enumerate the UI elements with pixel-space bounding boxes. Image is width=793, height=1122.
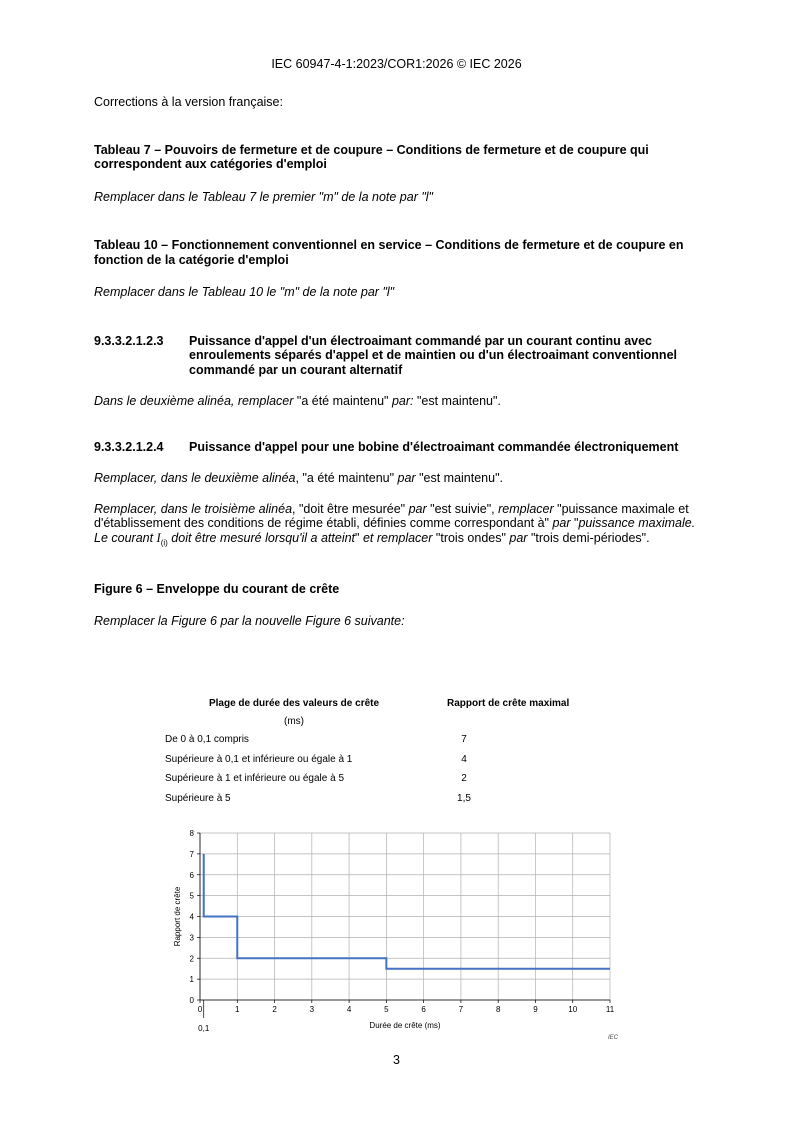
clause-9-3-3-2-1-2-4-heading	[94, 440, 702, 455]
instr-part-c: par:	[391, 394, 414, 408]
x-tick-label: 6	[421, 1005, 426, 1014]
p2-n: par	[509, 530, 528, 545]
intro-text: Corrections à la version française:	[94, 95, 283, 109]
current-variable: I	[156, 530, 161, 545]
figure6-instruction-text: Remplacer la Figure 6 par la nouvelle Figure 6 suivante:	[94, 614, 405, 628]
p1-a: Remplacer, dans le deuxième alinéa	[94, 471, 296, 485]
p2-g: par	[552, 516, 571, 530]
peak-current-chart	[165, 825, 625, 1043]
header-duration: Plage de durée des valeurs de crête	[208, 698, 380, 709]
row-ratio: 7	[461, 734, 467, 746]
row-range: Supérieure à 5	[165, 792, 231, 804]
y-tick-label: 2	[189, 954, 194, 964]
x-marker-0-1-label: 0,1	[198, 1024, 210, 1033]
x-tick-label: 5	[384, 1005, 389, 1014]
y-tick-label: 3	[189, 933, 194, 943]
table10-instruction-text: Remplacer dans le Tableau 10 le "m" de la note par "l"	[94, 285, 395, 299]
document-header: IEC 60947-4-1:2023/COR1:2026 © IEC 2026	[271, 57, 522, 71]
current-subscript: (i)	[160, 538, 168, 547]
table10-instruction	[94, 285, 702, 300]
table7-instruction	[94, 190, 702, 205]
clause-number: 9.3.3.2.1.2.4	[94, 439, 164, 454]
x-tick-label: 3	[309, 1005, 315, 1014]
table-row	[165, 789, 625, 809]
clause-9-3-3-2-1-2-4-para1	[94, 471, 702, 486]
p2-a: Remplacer, dans le troisième alinéa	[94, 501, 293, 516]
row-range: Supérieure à 0,1 et inférieure ou égale à 1	[165, 753, 353, 765]
row-range: Supérieure à 1 et inférieure ou égale à 5	[165, 773, 345, 785]
y-axis-title: Rapport de crête	[173, 886, 182, 947]
p2-c: par	[408, 501, 427, 516]
y-tick-label: 6	[189, 870, 194, 880]
y-tick-label: 1	[189, 975, 194, 985]
p2-l: et remplacer	[362, 530, 433, 545]
instr-part-b: "a été maintenu"	[293, 394, 392, 408]
iec-watermark: IEC	[607, 1035, 618, 1041]
p2-b: , "doit être mesurée"	[292, 501, 409, 516]
p2-d: "est suivie",	[426, 501, 499, 516]
figure6-instruction	[94, 614, 702, 629]
row-range: De 0 à 0,1 compris	[165, 734, 249, 746]
p2-o: "trois demi-périodes".	[527, 530, 650, 545]
x-axis-title: Durée de crête (ms)	[369, 1021, 441, 1030]
p2-f: "puissance maximale et d'établissement des conditions de régime établi, définies comme correspondant à"	[94, 501, 689, 530]
p2-j: doit être mesuré lorsqu'il a atteint	[167, 530, 356, 545]
clause-9-3-3-2-1-2-3-heading	[94, 334, 702, 378]
x-tick-label: 11	[605, 1005, 615, 1014]
table-row	[165, 769, 625, 789]
row-ratio: 4	[461, 753, 467, 765]
figure6-heading: Figure 6 – Enveloppe du courant de crête	[94, 581, 340, 596]
y-tick-label: 8	[189, 829, 194, 838]
p2-m: "trois ondes"	[432, 530, 510, 545]
x-tick-label: 2	[272, 1005, 277, 1014]
clause-number: 9.3.3.2.1.2.3	[94, 333, 164, 348]
p1-b: , "a été maintenu"	[295, 471, 398, 485]
peak-ratio-table	[165, 693, 625, 808]
x-tick-label: 9	[533, 1005, 538, 1014]
header-duration-unit: (ms)	[284, 716, 304, 727]
page-number: 3	[393, 1053, 400, 1067]
clause-title: Puissance d'appel d'un électroaimant commandé par un courant continu avec enroulements séparés d'appel et de maintien ou d'un électroaimant conventionnel commandé par un courant alternatif	[189, 333, 677, 377]
instr-part-a: Dans le deuxième alinéa, remplacer	[94, 394, 294, 408]
table7-heading: Tableau 7 – Pouvoirs de fermeture et de coupure – Conditions de fermeture et de coupure qui correspondent aux catégories d'emploi	[94, 142, 649, 171]
p2-e: remplacer	[498, 501, 554, 516]
p2-k: "	[355, 530, 363, 545]
y-tick-label: 0	[189, 996, 194, 1005]
p1-d: "est maintenu".	[415, 471, 503, 485]
table-header-row	[165, 693, 625, 714]
y-tick-label: 7	[189, 849, 194, 859]
x-tick-label: 7	[458, 1005, 464, 1014]
clause-9-3-3-2-1-2-4-para2	[94, 502, 702, 551]
table-row	[165, 730, 625, 750]
p2-h: "	[570, 516, 579, 530]
y-tick-label: 4	[189, 912, 194, 922]
document-body	[94, 95, 702, 629]
clause-title: Puissance d'appel pour une bobine d'électroaimant commandée électroniquement	[189, 439, 679, 454]
clause-9-3-3-2-1-2-3-instruction	[94, 394, 702, 409]
header-ratio: Rapport de crête maximal	[447, 698, 570, 709]
series-line	[204, 854, 610, 969]
table10-heading: Tableau 10 – Fonctionnement conventionnel en service – Conditions de fermeture et de coupure en fonction de la catégorie d'emploi	[94, 238, 684, 267]
chart-svg	[165, 825, 625, 1043]
row-ratio: 1,5	[457, 792, 471, 804]
instr-part-d: "est maintenu".	[413, 394, 501, 408]
x-tick-label: 8	[495, 1005, 501, 1014]
x-tick-label: 4	[346, 1005, 352, 1014]
p1-c: par	[397, 471, 416, 485]
table-row	[165, 750, 625, 770]
y-tick-label: 5	[189, 891, 194, 901]
p2-i: puissance maximale. Le courant	[94, 516, 696, 545]
table7-instruction-text: Remplacer dans le Tableau 7 le premier "m" de la note par "l"	[94, 189, 433, 204]
x-tick-label: 10	[568, 1005, 578, 1014]
x-tick-label: 1	[235, 1005, 240, 1014]
x-tick-label: 0	[197, 1005, 203, 1014]
row-ratio: 2	[461, 773, 467, 785]
